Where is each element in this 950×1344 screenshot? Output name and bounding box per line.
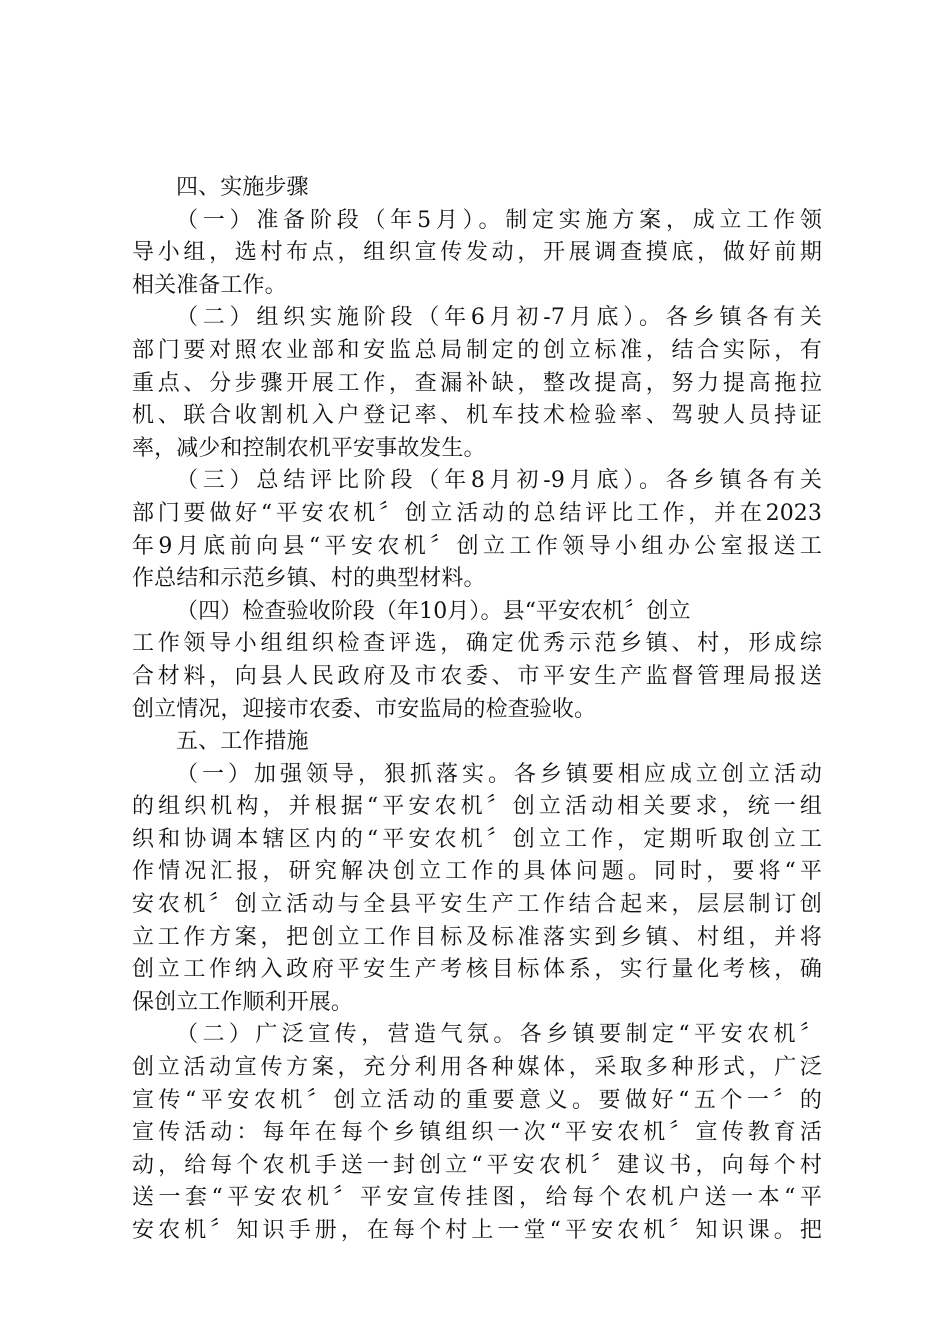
text-line: 创立情况，迎接市农委、市安监局的检查验收。 <box>132 696 597 722</box>
text-line: 工作领导小组组织检查评选，确定优秀示范乡镇、村，形成综 <box>132 631 822 657</box>
text-line: 宣传“平安农机〞创立活动的重要意义。要做好“五个一〞的 <box>132 1087 822 1113</box>
text-line: 五、工作措施 <box>176 729 309 755</box>
text-line: 织和协调本辖区内的“平安农机〞创立工作，定期听取创立工 <box>132 826 822 852</box>
text-line: （四）检查验收阶段（年10月）。县“平安农机〞创立 <box>176 598 691 624</box>
text-line: 安农机〞创立活动与全县平安生产工作结合起来，层层制订创 <box>132 892 822 918</box>
text-line: 保创立工作顺利开展。 <box>132 989 354 1015</box>
text-line: （二）组织实施阶段（年6月初-7月底）。各乡镇各有关 <box>176 305 822 331</box>
text-line: 重点、分步骤开展工作，查漏补缺，整改提高，努力提高拖拉 <box>132 370 822 396</box>
text-line: 安农机〞知识手册，在每个村上一堂“平安农机〞知识课。把 <box>132 1218 822 1243</box>
text-line: 创立工作纳入政府平安生产考核目标体系，实行量化考核，确 <box>132 957 822 983</box>
text-line: 创立活动宣传方案，充分利用各种媒体，采取多种形式，广泛 <box>132 1055 822 1081</box>
text-line: 年9月底前向县“平安农机〞创立工作领导小组办公室报送工 <box>132 533 822 559</box>
text-line: 四、实施步骤 <box>176 175 309 200</box>
text-line: 作情况汇报，研究解决创立工作的具体问题。同时，要将“平 <box>132 859 822 885</box>
text-line: 机、联合收割机入户登记率、机车技术检验率、驾驶人员持证 <box>132 403 822 429</box>
text-line: 率，减少和控制农机平安事故发生。 <box>132 435 486 461</box>
text-line: 相关准备工作。 <box>132 272 287 298</box>
document-body <box>132 172 822 1248</box>
text-line: 宣传活动：每年在每个乡镇组织一次“平安农机〞宣传教育活 <box>132 1120 822 1146</box>
text-line: 合材料，向县人民政府及市农委、市平安生产监督管理局报送 <box>132 663 822 689</box>
text-line: 导小组，选村布点，组织宣传发动，开展调查摸底，做好前期 <box>132 240 822 266</box>
text-line: 的组织机构，并根据“平安农机〞创立活动相关要求，统一组 <box>132 794 822 820</box>
text-line: （一）准备阶段（年5月）。制定实施方案，成立工作领 <box>176 207 822 233</box>
text-line: （三）总结评比阶段（年8月初-9月底）。各乡镇各有关 <box>176 468 822 494</box>
text-line: 部门要对照农业部和安监总局制定的创立标准，结合实际，有 <box>132 337 822 363</box>
text-line: 送一套“平安农机〞平安宣传挂图，给每个农机户送一本“平 <box>132 1185 822 1211</box>
text-line: （一）加强领导，狠抓落实。各乡镇要相应成立创立活动 <box>176 761 822 787</box>
text-line: 部门要做好“平安农机〞创立活动的总结评比工作，并在2023 <box>132 500 822 526</box>
text-line: （二）广泛宣传，营造气氛。各乡镇要制定“平安农机〞 <box>176 1022 822 1048</box>
text-line: 动，给每个农机手送一封创立“平安农机〞建议书，向每个村 <box>132 1152 822 1178</box>
text-line: 作总结和示范乡镇、村的典型材料。 <box>132 566 486 592</box>
text-line: 立工作方案，把创立工作目标及标准落实到乡镇、村组，并将 <box>132 924 822 950</box>
